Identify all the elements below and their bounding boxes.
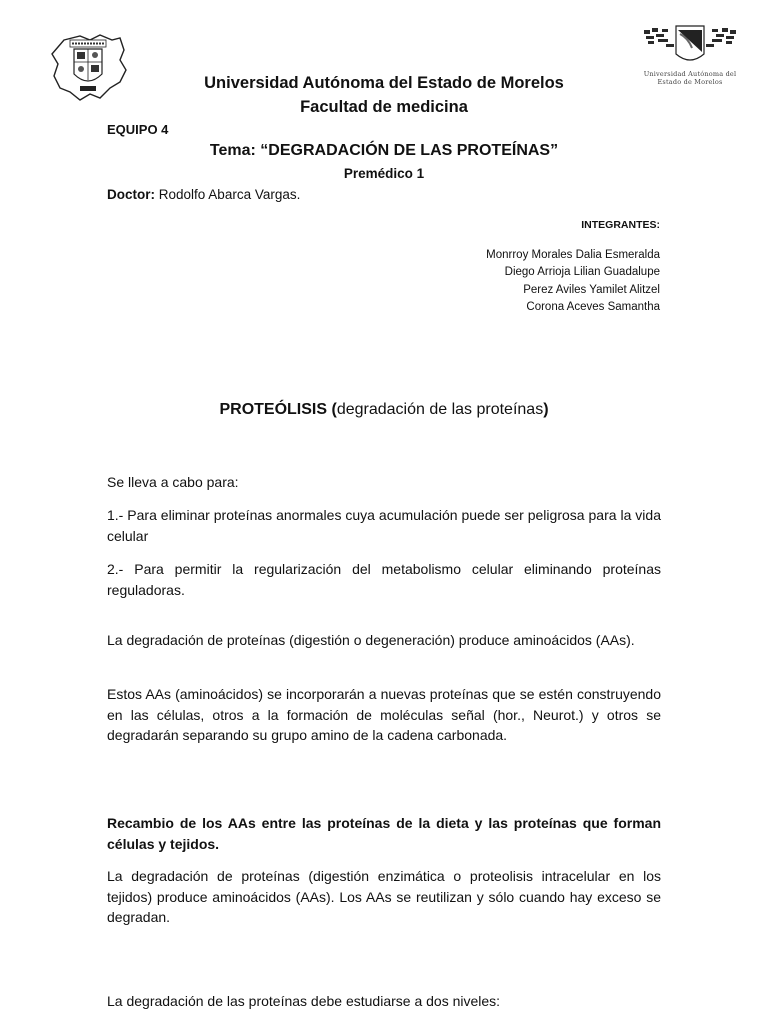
section-title-bold: PROTEÓLISIS	[219, 401, 328, 418]
paragraph-turnover: La degradación de proteínas (digestión enzimática o proteolisis intracelular en los tejidos) produce aminoácidos (AAs). Los AAs se reutilizan y sólo cuando hay exceso se degradan.	[107, 868, 661, 926]
member-name: Corona Aceves Samantha	[526, 300, 660, 313]
section-title-rest: degradación de las proteínas	[336, 401, 544, 418]
paragraph-levels: La degradación de las proteínas debe estudiarse a dos niveles:	[107, 993, 501, 1009]
section-title	[0, 401, 768, 419]
member-name: Perez Aviles Yamilet Alitzel	[523, 283, 660, 296]
university-name: Universidad Autónoma del Estado de Morelos	[204, 74, 564, 92]
logo-caption-line2: Estado de Morelos	[657, 78, 723, 86]
paragraph-intro: Se lleva a cabo para:	[107, 474, 239, 490]
doctor-label: Doctor:	[107, 187, 155, 202]
paragraph-degradation: La degradación de proteínas (digestión o degeneración) produce aminoácidos (AAs).	[107, 632, 635, 648]
doctor-line	[107, 187, 300, 202]
section-title-open-paren: (	[331, 401, 337, 418]
topic-label: Tema:	[209, 142, 256, 159]
member-name: Diego Arrioja Lilian Guadalupe	[504, 266, 660, 279]
members-title: INTEGRANTES:	[581, 219, 660, 231]
member-name: Monrroy Morales Dalia Esmeralda	[486, 249, 660, 261]
paragraph-point-1: 1.- Para eliminar proteínas anormales cuya acumulación puede ser peligrosa para la vida celular	[107, 507, 661, 544]
doctor-name: Rodolfo Abarca Vargas.	[158, 187, 301, 202]
team-label: EQUIPO 4	[107, 122, 169, 137]
subheading-turnover: Recambio de los AAs entre las proteínas de la dieta y las proteínas que forman células y tejidos.	[107, 815, 661, 852]
topic-title: “DEGRADACIÓN DE LAS PROTEÍNAS”	[260, 142, 559, 159]
section-title-close-paren: )	[543, 401, 549, 418]
paragraph-point-2: 2.- Para permitir la regularización del metabolismo celular eliminando proteínas reguladoras.	[107, 561, 661, 598]
members-list	[486, 247, 660, 316]
topic-heading	[0, 142, 768, 160]
faculty-name: Facultad de medicina	[300, 98, 468, 116]
group-label: Premédico 1	[343, 166, 425, 181]
logo-caption-line1: Universidad Autónoma del	[643, 70, 737, 78]
paragraph-aminoacids: Estos AAs (aminoácidos) se incorporarán a nuevas proteínas que se estén construyendo en las células, otros a la formación de moléculas señal (hor., Neurot.) y otros se degradarán separando su grupo amino de la cadena carbonada.	[107, 686, 661, 744]
